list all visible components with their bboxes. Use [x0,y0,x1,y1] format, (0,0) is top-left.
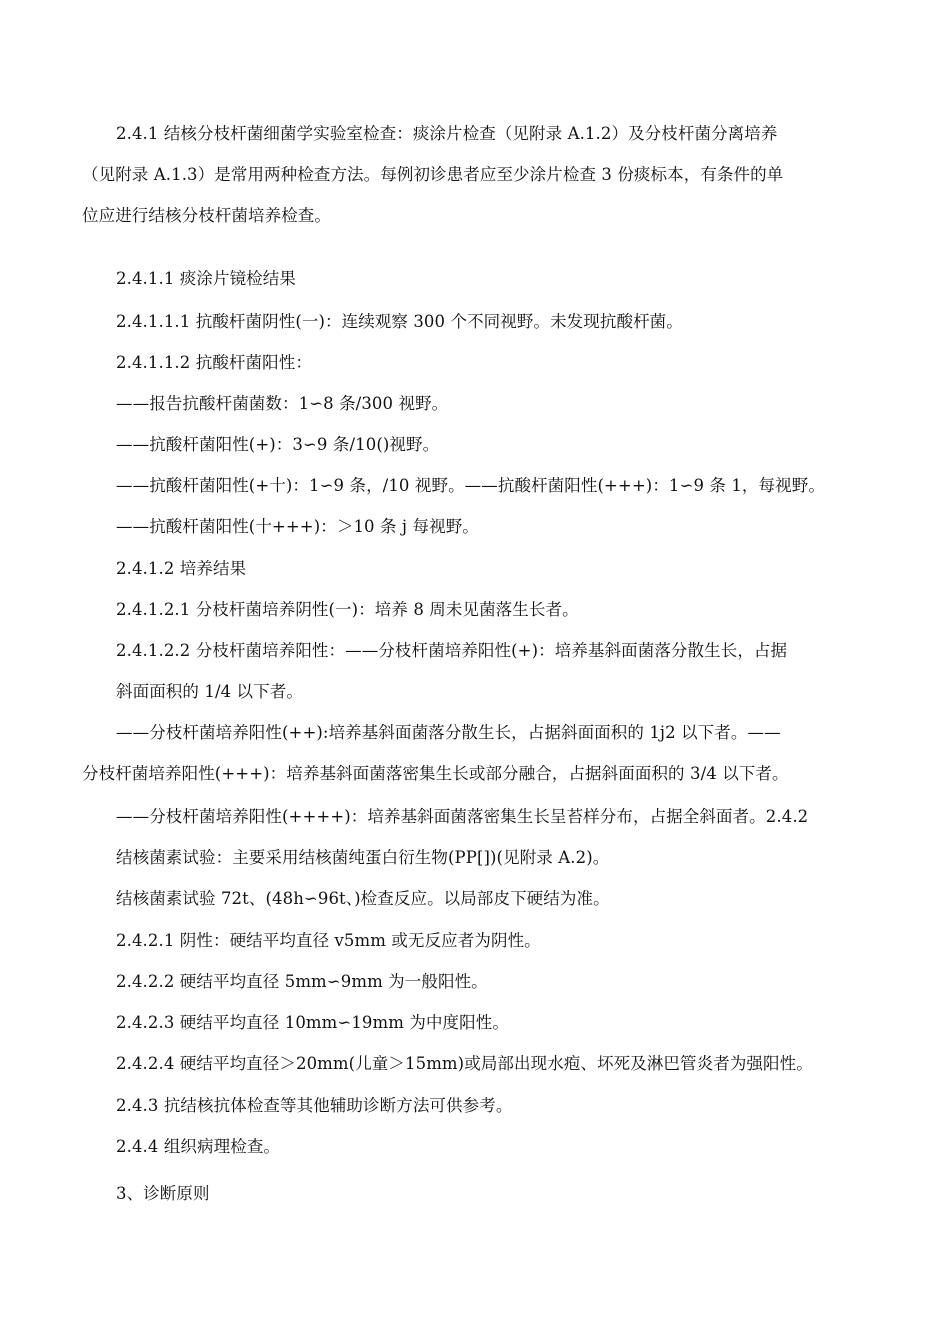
text-line: 2.4.1.2.1 分枝杆菌培养阴性(一)：培养 8 周未见菌落生长者。 [116,600,579,619]
text-line: 斜面面积的 1/4 以下者。 [116,682,303,701]
text-line: 结核菌素试验：主要采用结核菌纯蛋白衍生物(PP[])(见附录 A.2)。 [116,848,610,867]
text-line: 2.4.1.2.2 分枝杆菌培养阳性：——分枝杆菌培养阳性(+)：培养基斜面菌落分散生长，占据 [116,641,788,660]
text-line: ——抗酸杆菌阳性(十+++)：＞10 条 j 每视野。 [116,517,479,536]
text-line: 2.4.2.1 阴性：硬结平均直径 v5mm 或无反应者为阴性。 [116,931,541,950]
text-line: 2.4.4 组织病理检查。 [116,1137,281,1156]
text-line: 2.4.2.2 硬结平均直径 5mm∽9mm 为一般阳性。 [116,972,488,991]
section-heading: 3、诊断原则 [116,1184,210,1203]
text-line: 2.4.1.1.2 抗酸杆菌阳性： [116,353,312,372]
text-line: 结核菌素试验 72t、(48h∽96t、)检查反应。以局部皮下硬结为准。 [116,889,610,908]
paragraph-line-3: 位应进行结核分枝杆菌培养检查。 [82,206,331,225]
text-line: ——分枝杆菌培养阳性(++):培养基斜面菌落分散生长，占据斜面面积的 1j2 以下者。—— [116,723,781,742]
text-line: 2.4.2.3 硬结平均直径 10mm∽19mm 为中度阳性。 [116,1013,509,1032]
text-line: ——抗酸杆菌阳性(+十)：1∽9 条，/10 视野。——抗酸杆菌阳性(+++)：1∽9 条 1，每视野。 [116,476,825,495]
text-line: ——报告抗酸杆菌菌数：1∽8 条/300 视野。 [116,394,449,413]
text-line: 2.4.1.1.1 抗酸杆菌阴性(一)：连续观察 300 个不同视野。未发现抗酸杆菌。 [116,312,683,331]
text-line: ——分枝杆菌培养阳性(++++)：培养基斜面菌落密集生长呈苔样分布，占据全斜面者。2.4.2 [116,807,809,826]
paragraph-line-1: 2.4.1 结核分枝杆菌细菌学实验室检查：痰涂片检查（见附录 A.1.2）及分枝杆菌分离培养 [116,124,778,143]
text-line: 分枝杆菌培养阳性(+++)：培养基斜面菌落密集生长或部分融合，占据斜面面积的 3/4 以下者。 [82,764,789,783]
text-line: 2.4.2.4 硬结平均直径＞20mm(儿童＞15mm)或局部出现水疱、坏死及淋巴管炎者为强阳性。 [116,1054,813,1073]
text-line: ——抗酸杆菌阳性(+)：3∽9 条/10()视野。 [116,435,440,454]
paragraph-line-2: （见附录 A.1.3）是常用两种检查方法。每例初诊患者应至少涂片检查 3 份痰标本，有条件的单 [82,165,784,184]
section-heading: 2.4.1.2 培养结果 [116,559,247,578]
text-line: 2.4.3 抗结核抗体检查等其他辅助诊断方法可供参考。 [116,1096,513,1115]
section-heading: 2.4.1.1 痰涂片镜检结果 [116,269,296,288]
